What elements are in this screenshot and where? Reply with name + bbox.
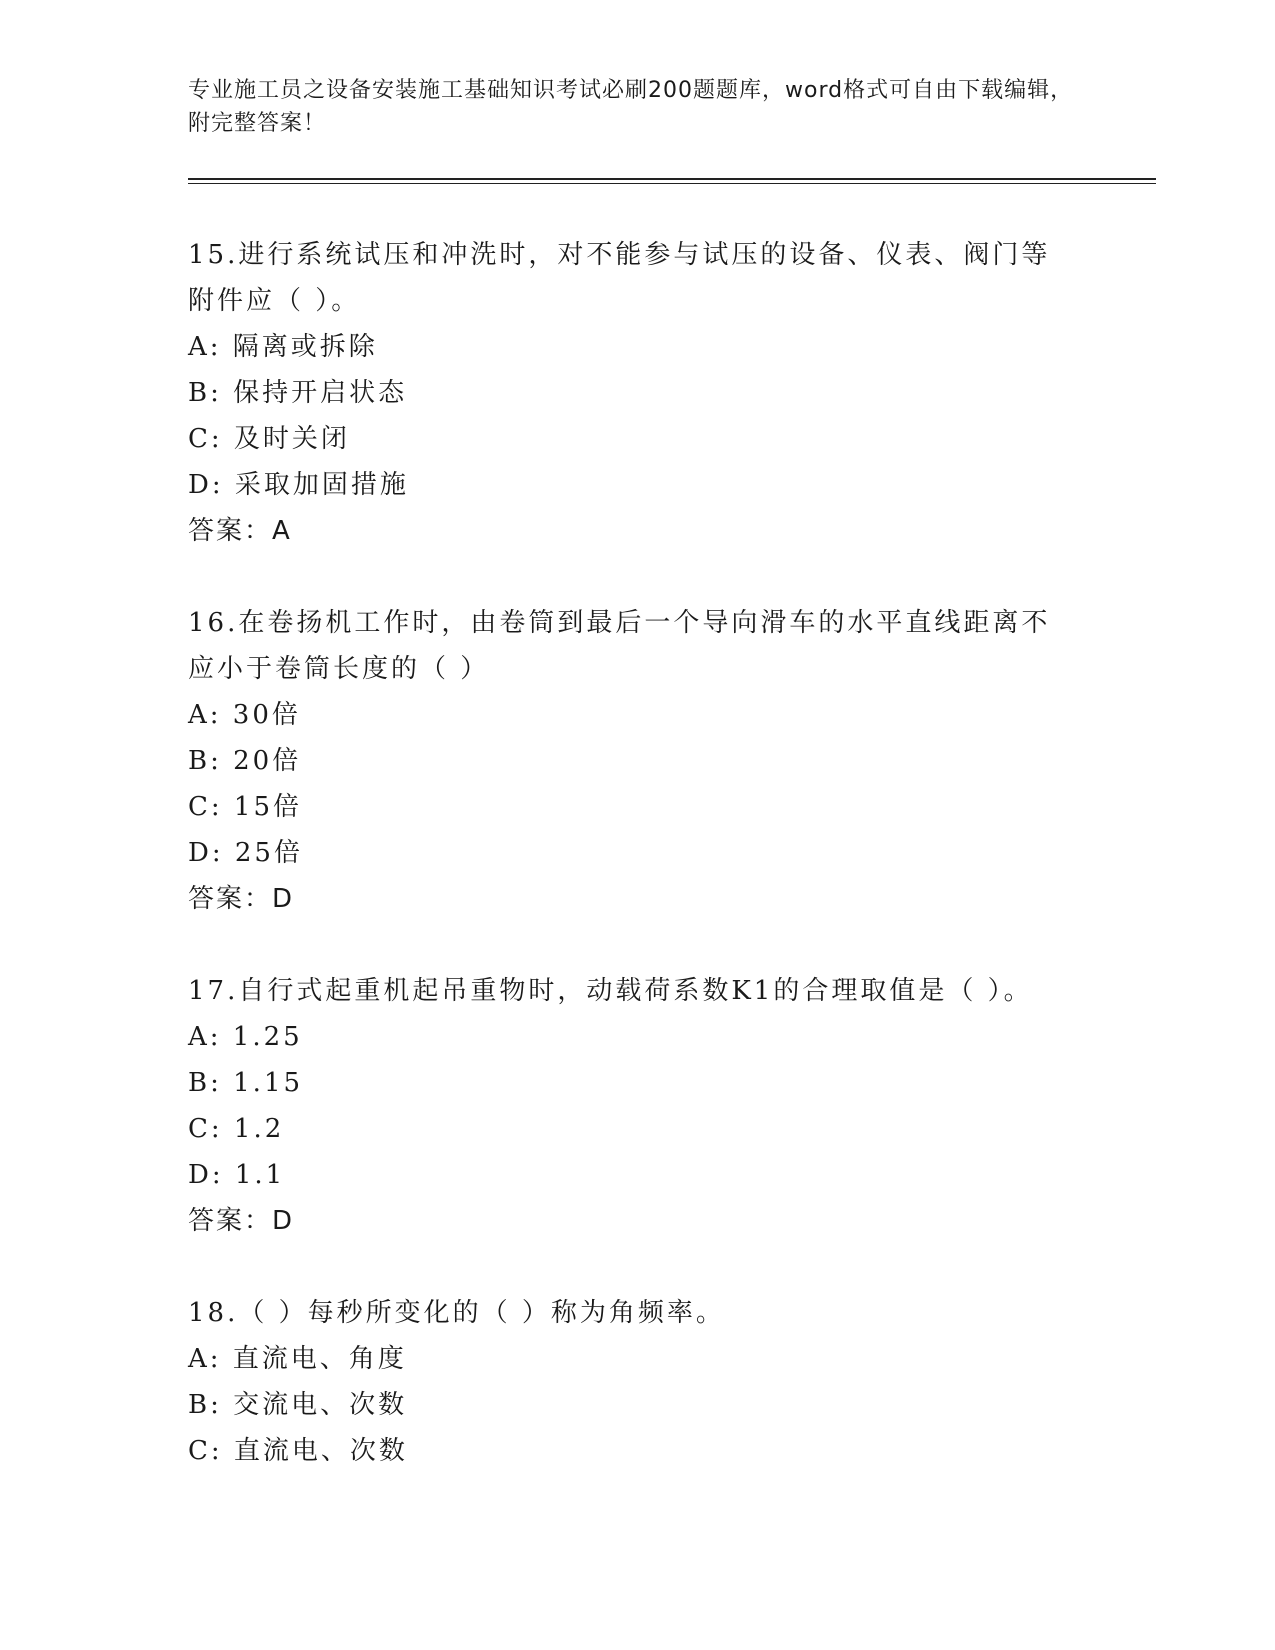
header-divider-bottom [188,183,1156,184]
answer-line: 答案：D [188,1206,295,1236]
option-d: D: 25倍 [188,838,303,868]
question-stem: 17.自行式起重机起吊重物时，动载荷系数K1的合理取值是（ ）。 [188,976,1033,1006]
option-d: D: 采取加固措施 [188,470,409,500]
question-list [188,232,1088,1520]
question-18 [188,1290,1088,1474]
answer-line: 答案：A [188,516,292,546]
option-c: C: 直流电、次数 [188,1436,408,1466]
option-c: C: 15倍 [188,792,303,822]
option-b: B: 交流电、次数 [188,1390,408,1420]
question-stem: 15.进行系统试压和冲洗时，对不能参与试压的设备、仪表、阀门等附件应（ ）。 [188,240,1051,316]
option-a: A: 隔离或拆除 [188,332,378,362]
question-stem: 16.在卷扬机工作时，由卷筒到最后一个导向滑车的水平直线距离不应小于卷筒长度的（ ） [188,608,1051,684]
option-a: A: 1.25 [188,1022,303,1052]
option-b: B: 1.15 [188,1068,304,1098]
option-b: B: 20倍 [188,746,302,776]
option-d: D: 1.1 [188,1160,286,1190]
question-17 [188,968,1088,1244]
document-header: 专业施工员之设备安装施工基础知识考试必刷200题题库，word格式可自由下载编辑，附完整答案！ [188,78,1074,136]
question-15 [188,232,1088,554]
answer-line: 答案：D [188,884,295,914]
question-16 [188,600,1088,922]
header-divider-top [188,178,1156,180]
option-c: C: 1.2 [188,1114,285,1144]
option-b: B: 保持开启状态 [188,378,408,408]
option-a: A: 直流电、角度 [188,1344,407,1374]
option-a: A: 30倍 [188,700,301,730]
question-stem: 18.（ ）每秒所变化的（ ）称为角频率。 [188,1298,725,1328]
option-c: C: 及时关闭 [188,424,350,454]
